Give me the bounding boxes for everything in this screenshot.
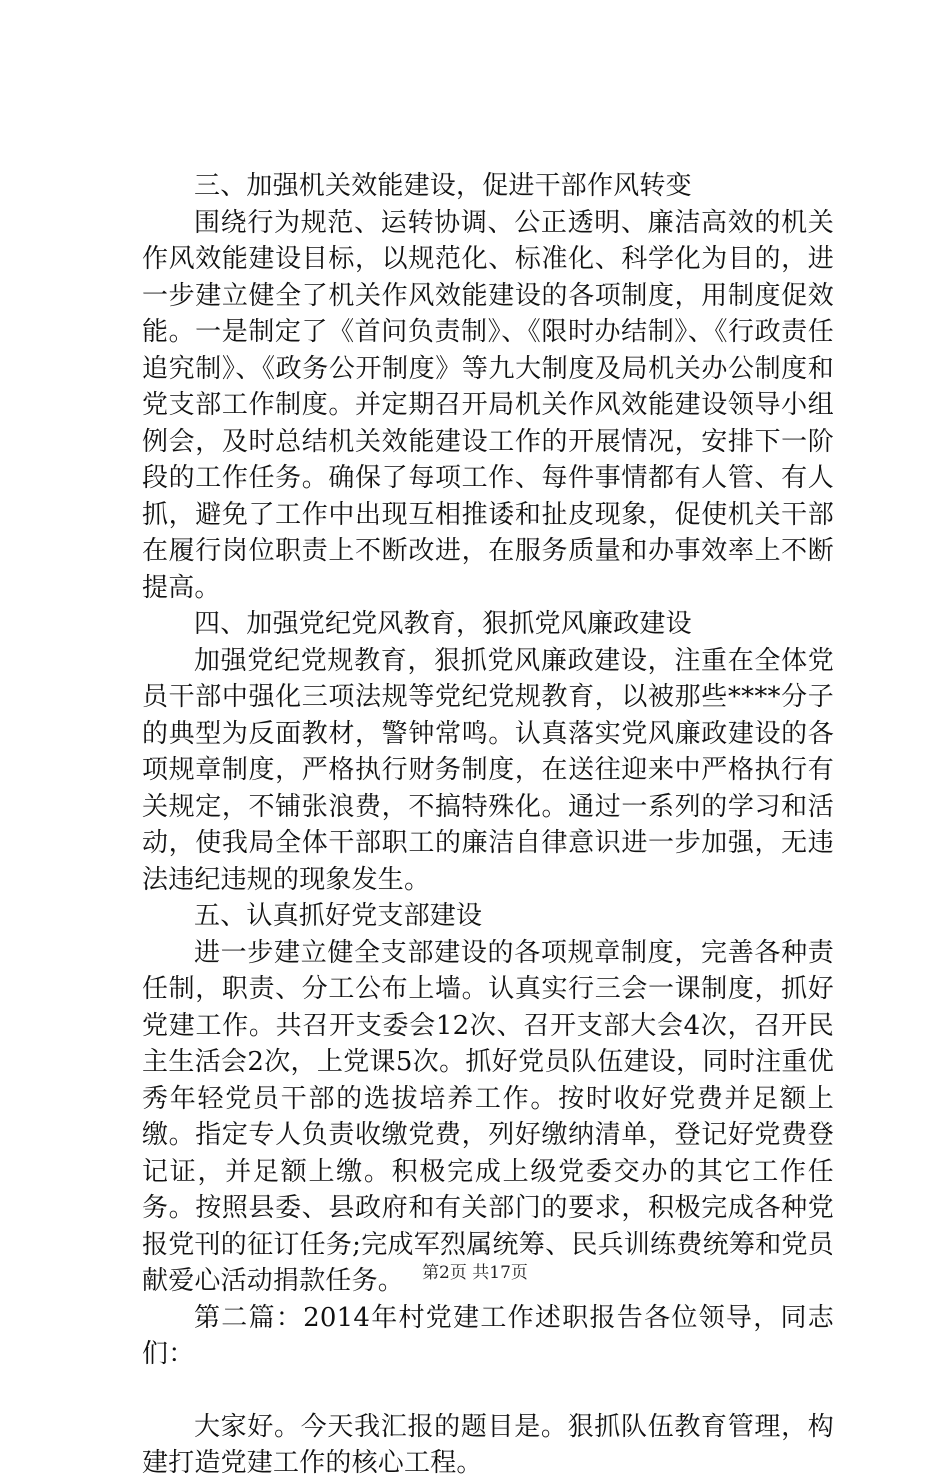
body-paragraph: 围绕行为规范、运转协调、公正透明、廉洁高效的机关作风效能建设目标，以规范化、标准化、科学化为目的，进一步建立健全了机关作风效能建设的各项制度，用制度促效能。一是制定了《首问负责制》、《限时办结制》、《行政责任追究制》、《政务公开制度》等九大制度及局机关办公制度和党支部工作制度。并定期召开局机关作风效能建设领导小组例会，及时总结机关效能建设工作的开展情况，安排下一阶段的工作任务。确保了每项工作、每件事情都有人管、有人抓，避免了工作中出现互相推诿和扯皮现象，促使机关干部在履行岗位职责上不断改进，在服务质量和办事效率上不断提高。: [142, 207, 834, 603]
body-paragraph: 加强党纪党规教育，狠抓党风廉政建设，注重在全体党员干部中强化三项法规等党纪党规教育，以被那些****分子的典型为反面教材，警钟常鸣。认真落实党风廉政建设的各项规章制度，严格执行财务制度，在送往迎来中严格执行有关规定，不铺张浪费，不搞特殊化。通过一系列的学习和活动，使我局全体干部职工的廉洁自律意识进一步加强，无违法违纪违规的现象发生。: [142, 645, 834, 895]
document-body: [142, 168, 834, 1482]
body-paragraph: 大家好。今天我汇报的题目是。狠抓队伍教育管理，构建打造党建工作的核心工程。: [142, 1411, 834, 1478]
section-heading-3: 三、加强机关效能建设，促进干部作风转变: [194, 171, 692, 201]
page-number-footer: 第2页 共17页: [422, 1263, 528, 1283]
blank-line: [142, 1373, 834, 1409]
section-heading-5: 五、认真抓好党支部建设: [194, 901, 483, 931]
body-paragraph: 进一步建立健全支部建设的各项规章制度，完善各种责任制，职责、分工公布上墙。认真实行三会一课制度，抓好党建工作。共召开支委会12次、召开支部大会4次，召开民主生活会2次，上党课5次。抓好党员队伍建设，同时注重优秀年轻党员干部的选拔培养工作。按时收好党费并足额上缴。指定专人负责收缴党费，列好缴纳清单，登记好党费登记证，并足额上缴。积极完成上级党委交办的其它工作任务。按照县委、县政府和有关部门的要求，积极完成各种党报党刊的征订任务;完成军烈属统筹、民兵训练费统筹和党员献爱心活动捐款任务。: [142, 937, 834, 1296]
chapter-heading-2: 第二篇：2014年村党建工作述职报告各位领导，同志们：: [142, 1302, 834, 1369]
section-heading-4: 四、加强党纪党风教育，狠抓党风廉政建设: [194, 609, 692, 639]
